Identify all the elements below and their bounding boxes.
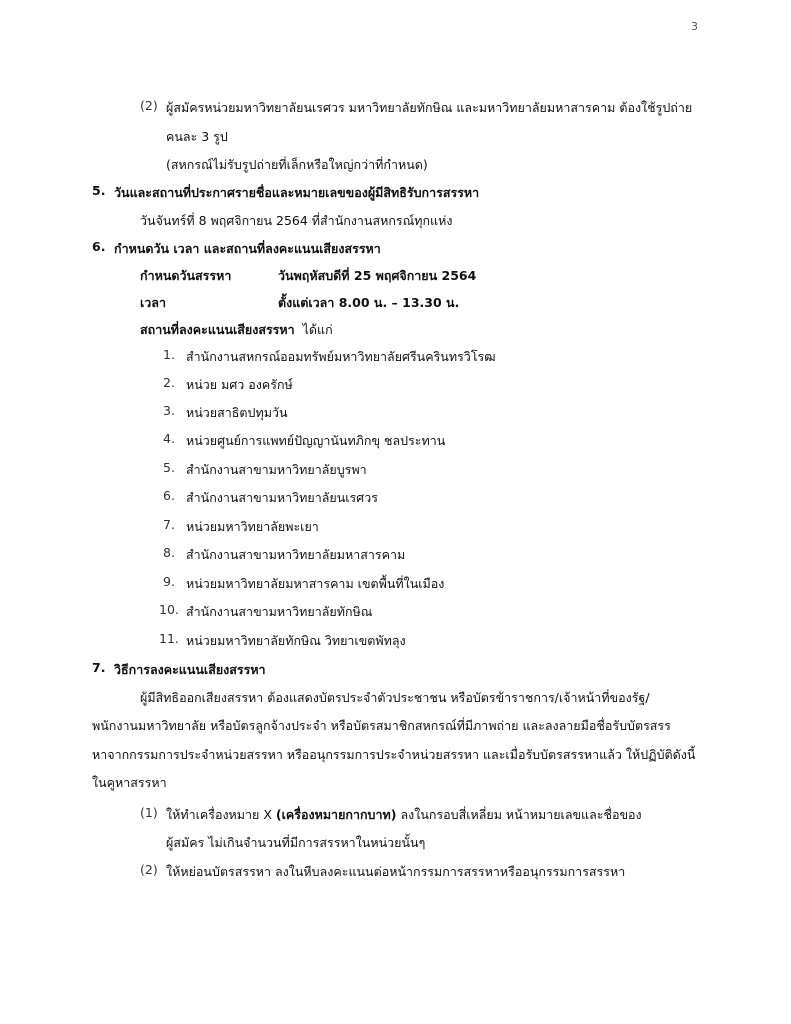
paragraph-line: หาจากกรรมการประจำหน่วยสรรหา หรืออนุกรรมการประจำหน่วยสรรหา และเมื่อรับบัตรสรรหาแล้ว ให้ปฏิบัติดังนี้ bbox=[92, 747, 696, 762]
section-number: 6. bbox=[92, 239, 106, 254]
list-item: หน่วยมหาวิทยาลัยพะเยา bbox=[186, 519, 319, 534]
photo-note: (สหกรณ์ไม่รับรูปถ่ายที่เล็กหรือใหญ่กว่าที่กำหนด) bbox=[166, 157, 428, 172]
list-item-number: 5. bbox=[163, 460, 175, 475]
time-value: ตั้งแต่เวลา 8.00 น. – 13.30 น. bbox=[278, 295, 460, 310]
paragraph-line: ในคูหาสรรหา bbox=[92, 775, 167, 790]
list-item-number: 4. bbox=[163, 431, 175, 446]
section-number: 7. bbox=[92, 660, 106, 675]
list-item: สำนักงานสาขามหาวิทยาลัยทักษิณ bbox=[186, 604, 373, 619]
list-item: หน่วยมหาวิทยาลัยมหาสารคาม เขตพื้นที่ในเมือง bbox=[186, 576, 445, 591]
time-label: เวลา bbox=[140, 295, 166, 310]
list-item-number: 10. bbox=[159, 602, 179, 617]
step-number: (1) bbox=[140, 805, 158, 820]
places-heading bbox=[140, 320, 333, 340]
list-item: หน่วยมหาวิทยาลัยทักษิณ วิทยาเขตพัทลุง bbox=[186, 633, 406, 648]
section-heading: วิธีการลงคะแนนเสียงสรรหา bbox=[114, 662, 266, 677]
places-suffix: ได้แก่ bbox=[302, 322, 333, 337]
list-item-number: 11. bbox=[159, 631, 179, 646]
section-heading: กำหนดวัน เวลา และสถานที่ลงคะแนนเสียงสรรหา bbox=[114, 241, 381, 256]
paragraph-line: ผู้มีสิทธิออกเสียงสรรหา ต้องแสดงบัตรประจำตัวประชาชน หรือบัตรข้าราชการ/เจ้าหน้าที่ของรัฐ/ bbox=[140, 690, 650, 705]
list-item-number: 1. bbox=[163, 347, 175, 362]
step-number: (2) bbox=[140, 862, 158, 877]
section-number: 5. bbox=[92, 183, 106, 198]
list-item: สำนักงานสาขามหาวิทยาลัยบูรพา bbox=[186, 462, 367, 477]
date-value: วันพฤหัสบดีที่ 25 พฤศจิกายน 2564 bbox=[278, 268, 477, 283]
announcement-date: วันจันทร์ที่ 8 พฤศจิกายน 2564 ที่สำนักงานสหกรณ์ทุกแห่ง bbox=[140, 213, 453, 228]
list-item-number: 7. bbox=[163, 517, 175, 532]
list-item: สำนักงานสหกรณ์ออมทรัพย์มหาวิทยาลัยศรีนครินทรวิโรฒ bbox=[186, 349, 496, 364]
section-heading: วันและสถานที่ประกาศรายชื่อและหมายเลขของผู้มีสิทธิรับการสรรหา bbox=[114, 185, 480, 200]
photo-requirement-line: ผู้สมัครหน่วยมหาวิทยาลัยนเรศวร มหาวิทยาลัยทักษิณ และมหาวิทยาลัยมหาสารคาม ต้องใช้รูปถ่าย bbox=[166, 100, 693, 115]
list-item-number: 6. bbox=[163, 488, 175, 503]
step-instruction: ให้หย่อนบัตรสรรหา ลงในหีบลงคะแนนต่อหน้ากรรมการสรรหาหรืออนุกรรมการสรรหา bbox=[166, 864, 626, 879]
item-number: (2) bbox=[140, 98, 158, 113]
date-label: กำหนดวันสรรหา bbox=[140, 268, 232, 283]
list-item: หน่วยสาธิตปทุมวัน bbox=[186, 405, 288, 420]
list-item: สำนักงานสาขามหาวิทยาลัยมหาสารคาม bbox=[186, 547, 406, 562]
page-number: 3 bbox=[691, 20, 698, 33]
list-item: หน่วยศูนย์การแพทย์ปัญญานันทภิกขุ ชลประทาน bbox=[186, 433, 446, 448]
step-text: ให้ทำเครื่องหมาย X bbox=[166, 807, 272, 822]
photo-requirement-line: คนละ 3 รูป bbox=[166, 129, 228, 144]
step-instruction bbox=[166, 805, 642, 825]
step-instruction-line: ผู้สมัคร ไม่เกินจำนวนที่มีการสรรหาในหน่วยนั้นๆ bbox=[166, 835, 426, 850]
list-item-number: 2. bbox=[163, 375, 175, 390]
list-item-number: 9. bbox=[163, 574, 175, 589]
paragraph-line: พนักงานมหาวิทยาลัย หรือบัตรลูกจ้างประจำ หรือบัตรสมาชิกสหกรณ์ที่มีภาพถ่าย และลงลายมือชื่อรับบัตรสรร bbox=[92, 718, 671, 733]
step-emphasis: (เครื่องหมายกากบาท) bbox=[275, 807, 397, 822]
step-text: ลงในกรอบสี่เหลี่ยม หน้าหมายเลขและชื่อของ bbox=[400, 807, 642, 822]
list-item-number: 3. bbox=[163, 403, 175, 418]
list-item-number: 8. bbox=[163, 545, 175, 560]
places-label: สถานที่ลงคะแนนเสียงสรรหา bbox=[140, 322, 295, 337]
list-item: หน่วย มศว องครักษ์ bbox=[186, 377, 293, 392]
list-item: สำนักงานสาขามหาวิทยาลัยนเรศวร bbox=[186, 490, 378, 505]
